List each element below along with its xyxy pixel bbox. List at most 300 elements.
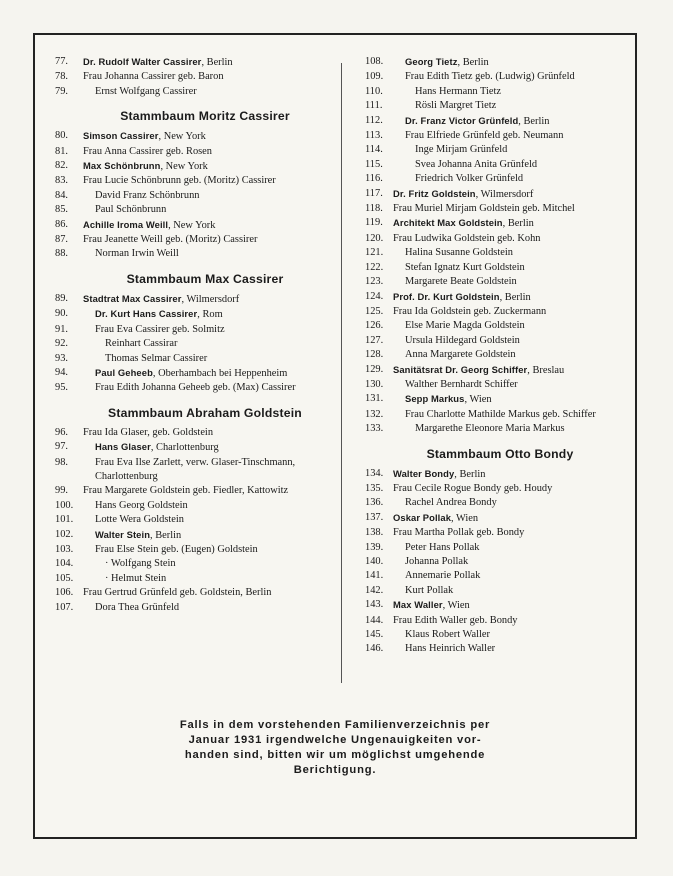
entry-detail: , Berlin (457, 57, 489, 68)
genealogy-entry (365, 496, 635, 510)
entry-text (83, 189, 355, 203)
genealogy-entry (365, 408, 635, 422)
entry-detail: , Wilmersdorf (181, 293, 240, 305)
entry-number: 78. (55, 71, 68, 83)
genealogy-entry (365, 143, 635, 157)
entry-detail: Peter Hans Pollak (405, 541, 480, 553)
entry-text (393, 319, 635, 333)
genealogy-entry (55, 513, 355, 527)
entry-detail: Frau Johanna Cassirer geb. Baron (83, 71, 224, 83)
entry-detail: Anna Margarete Goldstein (405, 349, 516, 361)
entry-name-bold: Georg Tietz (405, 56, 458, 67)
entry-text (393, 55, 635, 70)
genealogy-entry (55, 440, 355, 455)
entry-text (83, 247, 355, 261)
entry-number: 119. (365, 217, 383, 229)
entry-number: 139. (365, 541, 384, 553)
genealogy-entry (55, 572, 355, 586)
entry-number: 110. (365, 85, 383, 97)
genealogy-entry (55, 484, 355, 498)
entry-detail: , Berlin (454, 468, 486, 480)
genealogy-entry (55, 543, 355, 557)
entry-detail: Svea Johanna Anita Grünfeld (415, 158, 538, 170)
family-tree-heading: Stammbaum Otto Bondy (426, 446, 574, 461)
family-tree-heading: Stammbaum Moritz Cassirer (120, 109, 290, 124)
entry-text (83, 337, 355, 351)
genealogy-entry (365, 305, 635, 319)
entry-detail: Walther Bernhardt Schiffer (405, 378, 518, 390)
entry-name-bold: Walter Bondy (393, 467, 455, 479)
entry-number: 96. (55, 426, 68, 438)
notice-line: Falls in dem vorstehenden Familienverzeichnis per (179, 719, 491, 731)
entry-text (393, 363, 635, 378)
entry-detail: Frau Elfriede Grünfeld geb. Neumann (405, 130, 564, 142)
entry-text (83, 159, 355, 174)
genealogy-entry (55, 557, 355, 571)
entry-detail: Frau Ida Glaser, geb. Goldstein (83, 426, 214, 438)
entry-number: 80. (55, 130, 68, 142)
entry-detail: , Wien (451, 512, 479, 524)
entry-detail: Frau Jeanette Weill geb. (Moritz) Cassirer (83, 234, 258, 246)
entry-detail: , Wien (442, 600, 470, 612)
entry-number: 90. (55, 308, 68, 320)
genealogy-entry (55, 601, 355, 615)
entry-name-bold: Dr. Kurt Hans Cassirer (95, 308, 198, 320)
entry-number: 93. (55, 352, 68, 364)
entry-number: 114. (365, 144, 383, 156)
entry-text (83, 601, 355, 615)
entry-detail: Ursula Hildegard Goldstein (405, 334, 520, 346)
entry-number: 144. (365, 614, 384, 626)
entry-name-bold: Stadtrat Max Cassirer (83, 292, 182, 304)
entry-number: 120. (365, 232, 384, 244)
family-tree-heading: Stammbaum Abraham Goldstein (108, 405, 302, 420)
entry-text (393, 541, 635, 555)
entry-name-bold: Oskar Pollak (393, 511, 452, 523)
entry-name-bold: Hans Glaser (95, 441, 151, 453)
entry-number: 138. (365, 527, 384, 539)
entry-detail: , Berlin (502, 218, 534, 230)
entry-text (393, 526, 635, 540)
genealogy-entry (55, 203, 355, 217)
entry-number: 103. (55, 543, 74, 555)
entry-name-bold: Sanitätsrat Dr. Georg Schiffer (393, 363, 528, 375)
entry-number: 134. (365, 467, 384, 479)
entry-detail: Kurt Pollak (405, 584, 454, 596)
genealogy-entry (55, 456, 355, 485)
entry-detail: Else Marie Magda Goldstein (405, 320, 525, 332)
genealogy-entry (55, 292, 355, 307)
entry-number: 105. (55, 572, 74, 584)
entry-number: 132. (365, 408, 384, 420)
entry-number: 123. (365, 276, 384, 288)
genealogy-entry (365, 511, 635, 526)
genealogy-entry (365, 363, 635, 378)
entry-number: 122. (365, 261, 384, 273)
entry-detail: Frau Charlotte Mathilde Markus geb. Schiffer (405, 408, 596, 420)
entry-name-bold: Dr. Rudolf Walter Cassirer (83, 56, 202, 67)
entry-detail: Rachel Andrea Bondy (405, 497, 497, 509)
genealogy-entry (365, 467, 635, 482)
entry-detail: Frau Anna Cassirer geb. Rosen (83, 145, 212, 157)
entry-detail: Annemarie Pollak (405, 570, 481, 582)
entry-detail: Norman Irwin Weill (95, 248, 179, 260)
entry-detail: Frau Edith Waller geb. Bondy (393, 614, 518, 626)
entry-number: 94. (55, 366, 68, 378)
entry-text (393, 114, 635, 129)
genealogy-entry (55, 233, 355, 247)
genealogy-entry (365, 202, 635, 216)
entry-text (83, 499, 355, 513)
entry-number: 112. (365, 114, 383, 126)
entry-text (393, 143, 635, 157)
entry-number: 100. (55, 499, 74, 511)
entry-text (83, 543, 355, 557)
entry-text (83, 218, 355, 233)
genealogy-entry (365, 187, 635, 202)
entry-detail: Frau Lucie Schönbrunn geb. (Moritz) Cassirer (83, 175, 276, 187)
entry-number: 145. (365, 629, 384, 641)
entry-number: 106. (55, 587, 74, 599)
entry-name-bold: Dr. Franz Victor Grünfeld (405, 114, 519, 126)
notice-line: handen sind, bitten wir um möglichst umgehende (184, 749, 486, 761)
entry-text (393, 642, 635, 656)
entry-number: 126. (365, 320, 384, 332)
entry-number: 87. (55, 234, 68, 246)
entry-detail: , Charlottenburg (150, 442, 219, 454)
entry-number: 143. (365, 599, 384, 611)
genealogy-entry (55, 85, 355, 99)
genealogy-entry (365, 275, 635, 289)
entry-text (393, 467, 635, 482)
genealogy-entry (365, 55, 635, 70)
entry-detail: , Berlin (150, 529, 182, 541)
genealogy-entry (55, 586, 355, 600)
entry-text (83, 292, 355, 307)
entry-detail: Inge Mirjam Grünfeld (415, 144, 508, 156)
genealogy-entry (365, 569, 635, 583)
genealogy-entry (365, 158, 635, 172)
entry-number: 136. (365, 497, 384, 509)
entry-text (83, 440, 355, 455)
entry-number: 118. (365, 203, 383, 215)
entry-text (393, 614, 635, 628)
entry-detail: Klaus Robert Waller (405, 629, 490, 641)
genealogy-entry (365, 348, 635, 362)
entry-number: 84. (55, 189, 68, 201)
entry-text (393, 246, 635, 260)
genealogy-entry (55, 426, 355, 440)
genealogy-entry (365, 172, 635, 186)
entry-text (83, 426, 355, 440)
genealogy-entry (55, 307, 355, 322)
genealogy-entry (365, 422, 635, 436)
left-column (55, 55, 355, 615)
entry-number: 124. (365, 290, 384, 302)
entry-name-bold: Dr. Fritz Goldstein (393, 187, 476, 199)
notice-line: Januar 1931 irgendwelche Ungenauigkeiten vor- (188, 734, 482, 746)
genealogy-entry (55, 337, 355, 351)
entry-number: 79. (55, 85, 68, 97)
entry-text (83, 528, 355, 543)
entry-number: 125. (365, 305, 384, 317)
entry-detail: Frau Else Stein geb. (Eugen) Goldstein (95, 543, 258, 555)
entry-text (83, 456, 355, 485)
notice-line: Berichtigung. (293, 764, 377, 776)
genealogy-entry (55, 174, 355, 188)
genealogy-entry (365, 584, 635, 598)
genealogy-entry (365, 261, 635, 275)
entry-text (393, 482, 635, 496)
entry-number: 86. (55, 218, 68, 230)
entry-number: 115. (365, 158, 383, 170)
entry-text (393, 422, 635, 436)
entry-number: 102. (55, 528, 74, 540)
entry-text (393, 261, 635, 275)
entry-text (393, 334, 635, 348)
entry-detail: Halina Susanne Goldstein (405, 247, 513, 259)
entry-detail: Frau Ida Goldstein geb. Zuckermann (393, 305, 547, 317)
entry-detail: , Berlin (499, 291, 531, 303)
entry-number: 89. (55, 292, 68, 304)
genealogy-entry (365, 482, 635, 496)
entry-detail: , New York (158, 131, 206, 143)
genealogy-entry (365, 99, 635, 113)
entry-number: 135. (365, 482, 384, 494)
entry-detail: , Breslau (527, 364, 565, 376)
entry-number: 129. (365, 363, 384, 375)
entry-number: 127. (365, 334, 384, 346)
entry-number: 99. (55, 485, 68, 497)
correction-notice (35, 718, 635, 778)
entry-detail: , Wien (464, 394, 492, 406)
entry-detail: Margarete Beate Goldstein (405, 276, 517, 288)
entry-detail: · Wolfgang Stein (105, 558, 176, 570)
entry-name-bold: Walter Stein (95, 528, 151, 540)
page-frame (33, 33, 637, 839)
genealogy-entry (365, 541, 635, 555)
entry-number: 111. (365, 100, 383, 112)
entry-detail: Frau Cecile Rogue Bondy geb. Houdy (393, 482, 553, 494)
genealogy-entry (365, 70, 635, 84)
entry-text (83, 572, 355, 586)
entry-number: 131. (365, 393, 384, 405)
entry-detail: Rösli Margret Tietz (415, 100, 497, 112)
entry-number: 82. (55, 160, 68, 172)
entry-number: 91. (55, 323, 68, 335)
genealogy-entry (365, 614, 635, 628)
entry-text (393, 555, 635, 569)
column-divider (341, 63, 342, 683)
entry-detail: Frau Ludwika Goldstein geb. Kohn (393, 232, 541, 244)
entry-number: 107. (55, 601, 74, 613)
genealogy-entry (365, 555, 635, 569)
entry-text (393, 216, 635, 231)
entry-detail: Frau Eva Ilse Zarlett, verw. Glaser-Tinschmann, Charlottenburg (95, 456, 296, 482)
entry-text (393, 598, 635, 613)
entry-number: 141. (365, 570, 384, 582)
entry-text (83, 55, 355, 70)
entry-text (83, 307, 355, 322)
entry-number: 137. (365, 511, 384, 523)
entry-text (83, 484, 355, 498)
genealogy-entry (365, 319, 635, 333)
entry-text (83, 174, 355, 188)
entry-detail: · Helmut Stein (105, 572, 167, 584)
entry-text (83, 323, 355, 337)
genealogy-entry (365, 642, 635, 656)
genealogy-entry (365, 216, 635, 231)
entry-number: 81. (55, 145, 68, 157)
entry-detail: , New York (160, 161, 208, 173)
genealogy-entry (55, 159, 355, 174)
entry-text (83, 352, 355, 366)
entry-detail: , Rom (197, 309, 223, 321)
entry-text (393, 305, 635, 319)
genealogy-entry (365, 129, 635, 143)
entry-text (393, 232, 635, 246)
entry-number: 133. (365, 423, 384, 435)
entry-text (393, 158, 635, 172)
entry-name-bold: Max Waller (393, 599, 443, 611)
entry-detail: Frau Margarete Goldstein geb. Fiedler, Kattowitz (83, 485, 289, 497)
entry-number: 128. (365, 349, 384, 361)
entry-detail: Hans Hermann Tietz (415, 85, 502, 97)
entry-text (83, 513, 355, 527)
entry-detail: Frau Edith Johanna Geheeb geb. (Max) Cassirer (95, 382, 296, 394)
entry-detail: Lotte Wera Goldstein (95, 514, 184, 526)
entry-detail: , Oberhambach bei Heppenheim (152, 367, 288, 379)
entry-text (83, 557, 355, 571)
entry-number: 117. (365, 187, 383, 199)
entry-text (83, 381, 355, 395)
entry-name-bold: Simson Cassirer (83, 130, 159, 142)
entry-text (393, 275, 635, 289)
genealogy-entry (365, 232, 635, 246)
entry-text (393, 392, 635, 407)
entry-detail: Thomas Selmar Cassirer (105, 352, 208, 364)
genealogy-entry (55, 352, 355, 366)
entry-number: 113. (365, 130, 383, 142)
entry-number: 109. (365, 71, 384, 83)
genealogy-entry (365, 526, 635, 540)
entry-name-bold: Prof. Dr. Kurt Goldstein (393, 290, 500, 302)
genealogy-entry (55, 366, 355, 381)
entry-text (393, 348, 635, 362)
entry-number: 97. (55, 441, 68, 453)
entry-number: 104. (55, 558, 74, 570)
entry-number: 140. (365, 556, 384, 567)
entry-text (393, 290, 635, 305)
entry-detail: Dora Thea Grünfeld (95, 601, 180, 613)
genealogy-entry (55, 55, 355, 70)
entry-number: 95. (55, 382, 68, 394)
entry-text (83, 233, 355, 247)
entry-detail: Ernst Wolfgang Cassirer (95, 85, 197, 97)
entry-number: 142. (365, 584, 384, 596)
genealogy-entry (365, 628, 635, 642)
entry-text (393, 129, 635, 143)
entry-name-bold: Achille Iroma Weill (83, 218, 169, 230)
entry-detail: Reinhart Cassirar (105, 338, 178, 350)
genealogy-entry (365, 290, 635, 305)
entry-detail: , Wilmersdorf (475, 188, 534, 200)
entry-text (83, 366, 355, 381)
entry-text (83, 145, 355, 159)
genealogy-entry (55, 499, 355, 513)
genealogy-entry (55, 145, 355, 159)
entry-detail: David Franz Schönbrunn (95, 189, 200, 201)
entry-detail: Frau Eva Cassirer geb. Solmitz (95, 323, 225, 335)
genealogy-entry (55, 247, 355, 261)
genealogy-entry (365, 246, 635, 260)
entry-detail: Frau Muriel Mirjam Goldstein geb. Mitchel (393, 203, 575, 215)
entry-text (393, 172, 635, 186)
entry-name-bold: Max Schönbrunn (83, 160, 161, 172)
genealogy-entry (365, 378, 635, 392)
entry-text (83, 586, 355, 600)
entry-number: 98. (55, 456, 68, 468)
entry-number: 88. (55, 248, 68, 260)
genealogy-entry (55, 381, 355, 395)
entry-number: 101. (55, 514, 74, 526)
entry-name-bold: Sepp Markus (405, 393, 465, 405)
entry-text (393, 187, 635, 202)
entry-number: 83. (55, 175, 68, 187)
entry-detail: Margarethe Eleonore Maria Markus (415, 423, 565, 435)
entry-number: 92. (55, 338, 68, 350)
entry-detail: Stefan Ignatz Kurt Goldstein (405, 261, 525, 273)
entry-detail: , Berlin (518, 115, 550, 127)
entry-detail: Friedrich Volker Grünfeld (415, 173, 524, 185)
entry-text (83, 203, 355, 217)
entry-detail: Frau Gertrud Grünfeld geb. Goldstein, Berlin (83, 587, 272, 599)
entry-text (83, 129, 355, 144)
entry-name-bold: Paul Geheeb (95, 366, 153, 378)
entry-number: 146. (365, 643, 384, 655)
genealogy-entry (55, 528, 355, 543)
entry-detail: Frau Edith Tietz geb. (Ludwig) Grünfeld (405, 71, 575, 83)
entry-detail: Frau Martha Pollak geb. Bondy (393, 527, 525, 539)
genealogy-entry (365, 85, 635, 99)
entry-number: 130. (365, 378, 384, 390)
entry-text (393, 511, 635, 526)
genealogy-entry (55, 323, 355, 337)
entry-text (393, 628, 635, 642)
entry-text (393, 496, 635, 510)
genealogy-entry (55, 189, 355, 203)
entry-detail: , Berlin (201, 57, 233, 68)
genealogy-entry (55, 129, 355, 144)
entry-detail: Johanna Pollak (405, 556, 469, 567)
genealogy-entry (55, 70, 355, 84)
entry-detail: , New York (168, 219, 216, 231)
entry-number: 121. (365, 247, 384, 259)
entry-text (393, 202, 635, 216)
entry-text (393, 584, 635, 598)
genealogy-entry (365, 334, 635, 348)
entry-number: 116. (365, 173, 383, 185)
entry-text (393, 85, 635, 99)
entry-name-bold: Architekt Max Goldstein (393, 217, 503, 229)
entry-text (393, 99, 635, 113)
entry-detail: Paul Schönbrunn (95, 204, 167, 216)
entry-number: 77. (55, 56, 68, 67)
entry-number: 108. (365, 56, 384, 67)
entry-text (83, 85, 355, 99)
entry-detail: Hans Georg Goldstein (95, 499, 188, 511)
entry-text (393, 378, 635, 392)
